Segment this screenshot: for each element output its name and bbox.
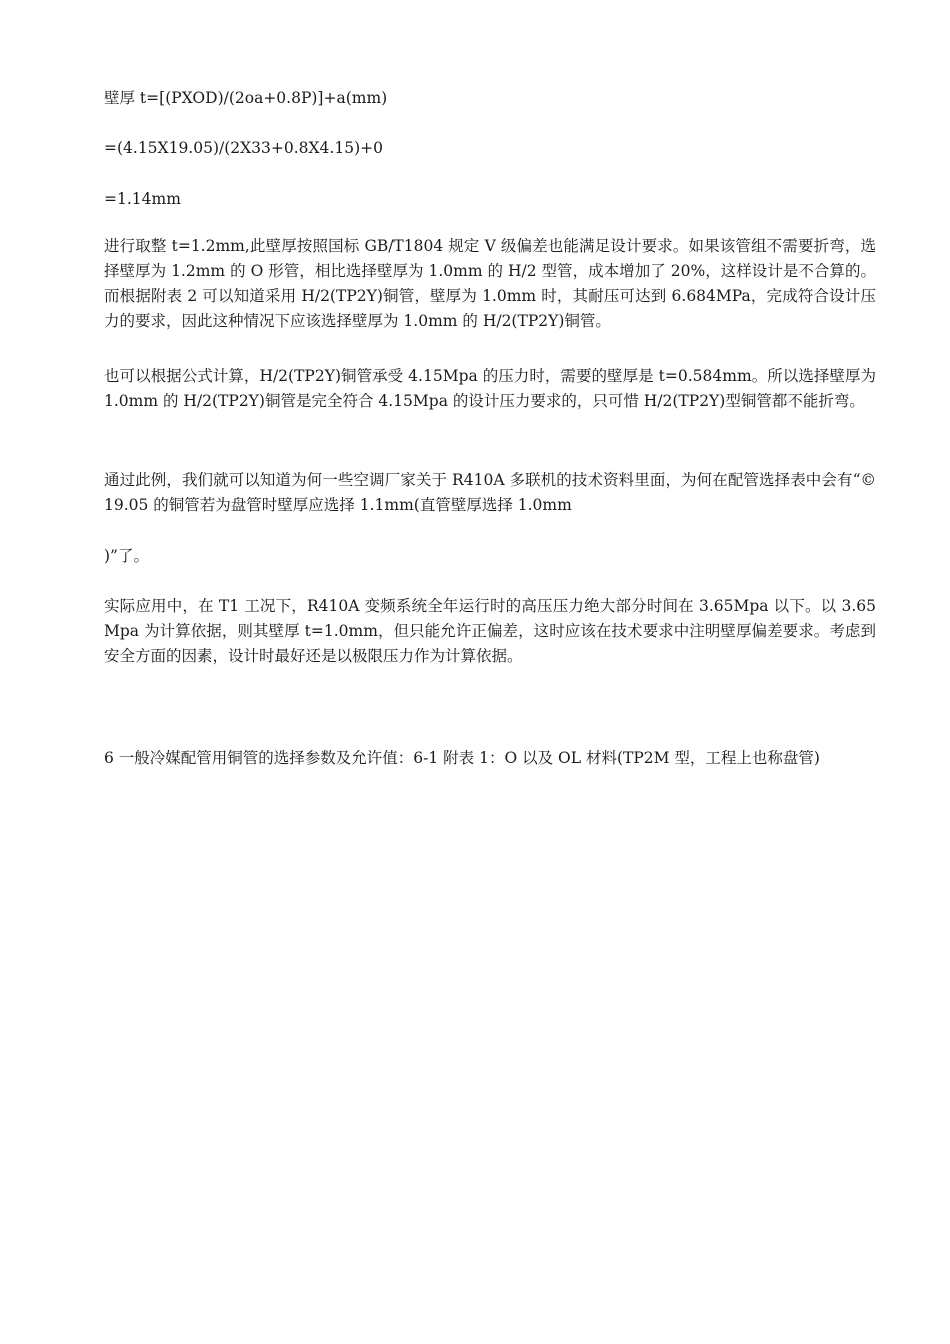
paragraph-example-continued: )”了。 [104,547,149,565]
formula-line-1: 壁厚 t=[(PXOD)/(2oa+0.8P)]+a(mm) [104,89,388,107]
formula-line-2: =(4.15X19.05)/(2X33+0.8X4.15)+0 [104,139,383,157]
paragraph-example: 通过此例，我们就可以知道为何一些空调厂家关于 R410A 多联机的技术资料里面，为何在配管选择表中会有“©19.05 的铜管若为盘管时壁厚应选择 1.1mm(直管壁厚选择 1.0mm [104,471,876,514]
paragraph-rounding: 进行取整 t=1.2mm,此壁厚按照国标 GB/T1804 规定 V 级偏差也能满足设计要求。如果该管组不需要折弯，选择壁厚为 1.2mm 的 O 形管，相比选择壁厚为 1.0mm 的 H/2 型管，成本增加了 20%，这样设计是不合算的。而根据附表 2 可以知道采用 H/2(TP2Y)铜管，壁厚为 1.0mm 时，其耐压可达到 6.684MPa，完成符合设计压力的要求，因此这种情况下应该选择壁厚为 1.0mm 的 H/2(TP2Y)铜管。 [104,237,876,330]
formula-line-3: =1.14mm [104,190,181,208]
paragraph-formula-calc: 也可以根据公式计算，H/2(TP2Y)铜管承受 4.15Mpa 的压力时，需要的壁厚是 t=0.584mm。所以选择壁厚为 1.0mm 的 H/2(TP2Y)铜管是完全符合 4.15Mpa 的设计压力要求的，只可惜 H/2(TP2Y)型铜管都不能折弯。 [104,367,876,410]
section-heading-6: 6 一般冷媒配管用铜管的选择参数及允许值：6-1 附表 1：O 以及 OL 材料(TP2M 型，工程上也称盘管) [104,749,820,767]
paragraph-application: 实际应用中，在 T1 工况下，R410A 变频系统全年运行时的高压压力绝大部分时间在 3.65Mpa 以下。以 3.65Mpa 为计算依据，则其壁厚 t=1.0mm，但只能允许正偏差，这时应该在技术要求中注明壁厚偏差要求。考虑到安全方面的因素，设计时最好还是以极限压力作为计算依据。 [104,597,876,665]
